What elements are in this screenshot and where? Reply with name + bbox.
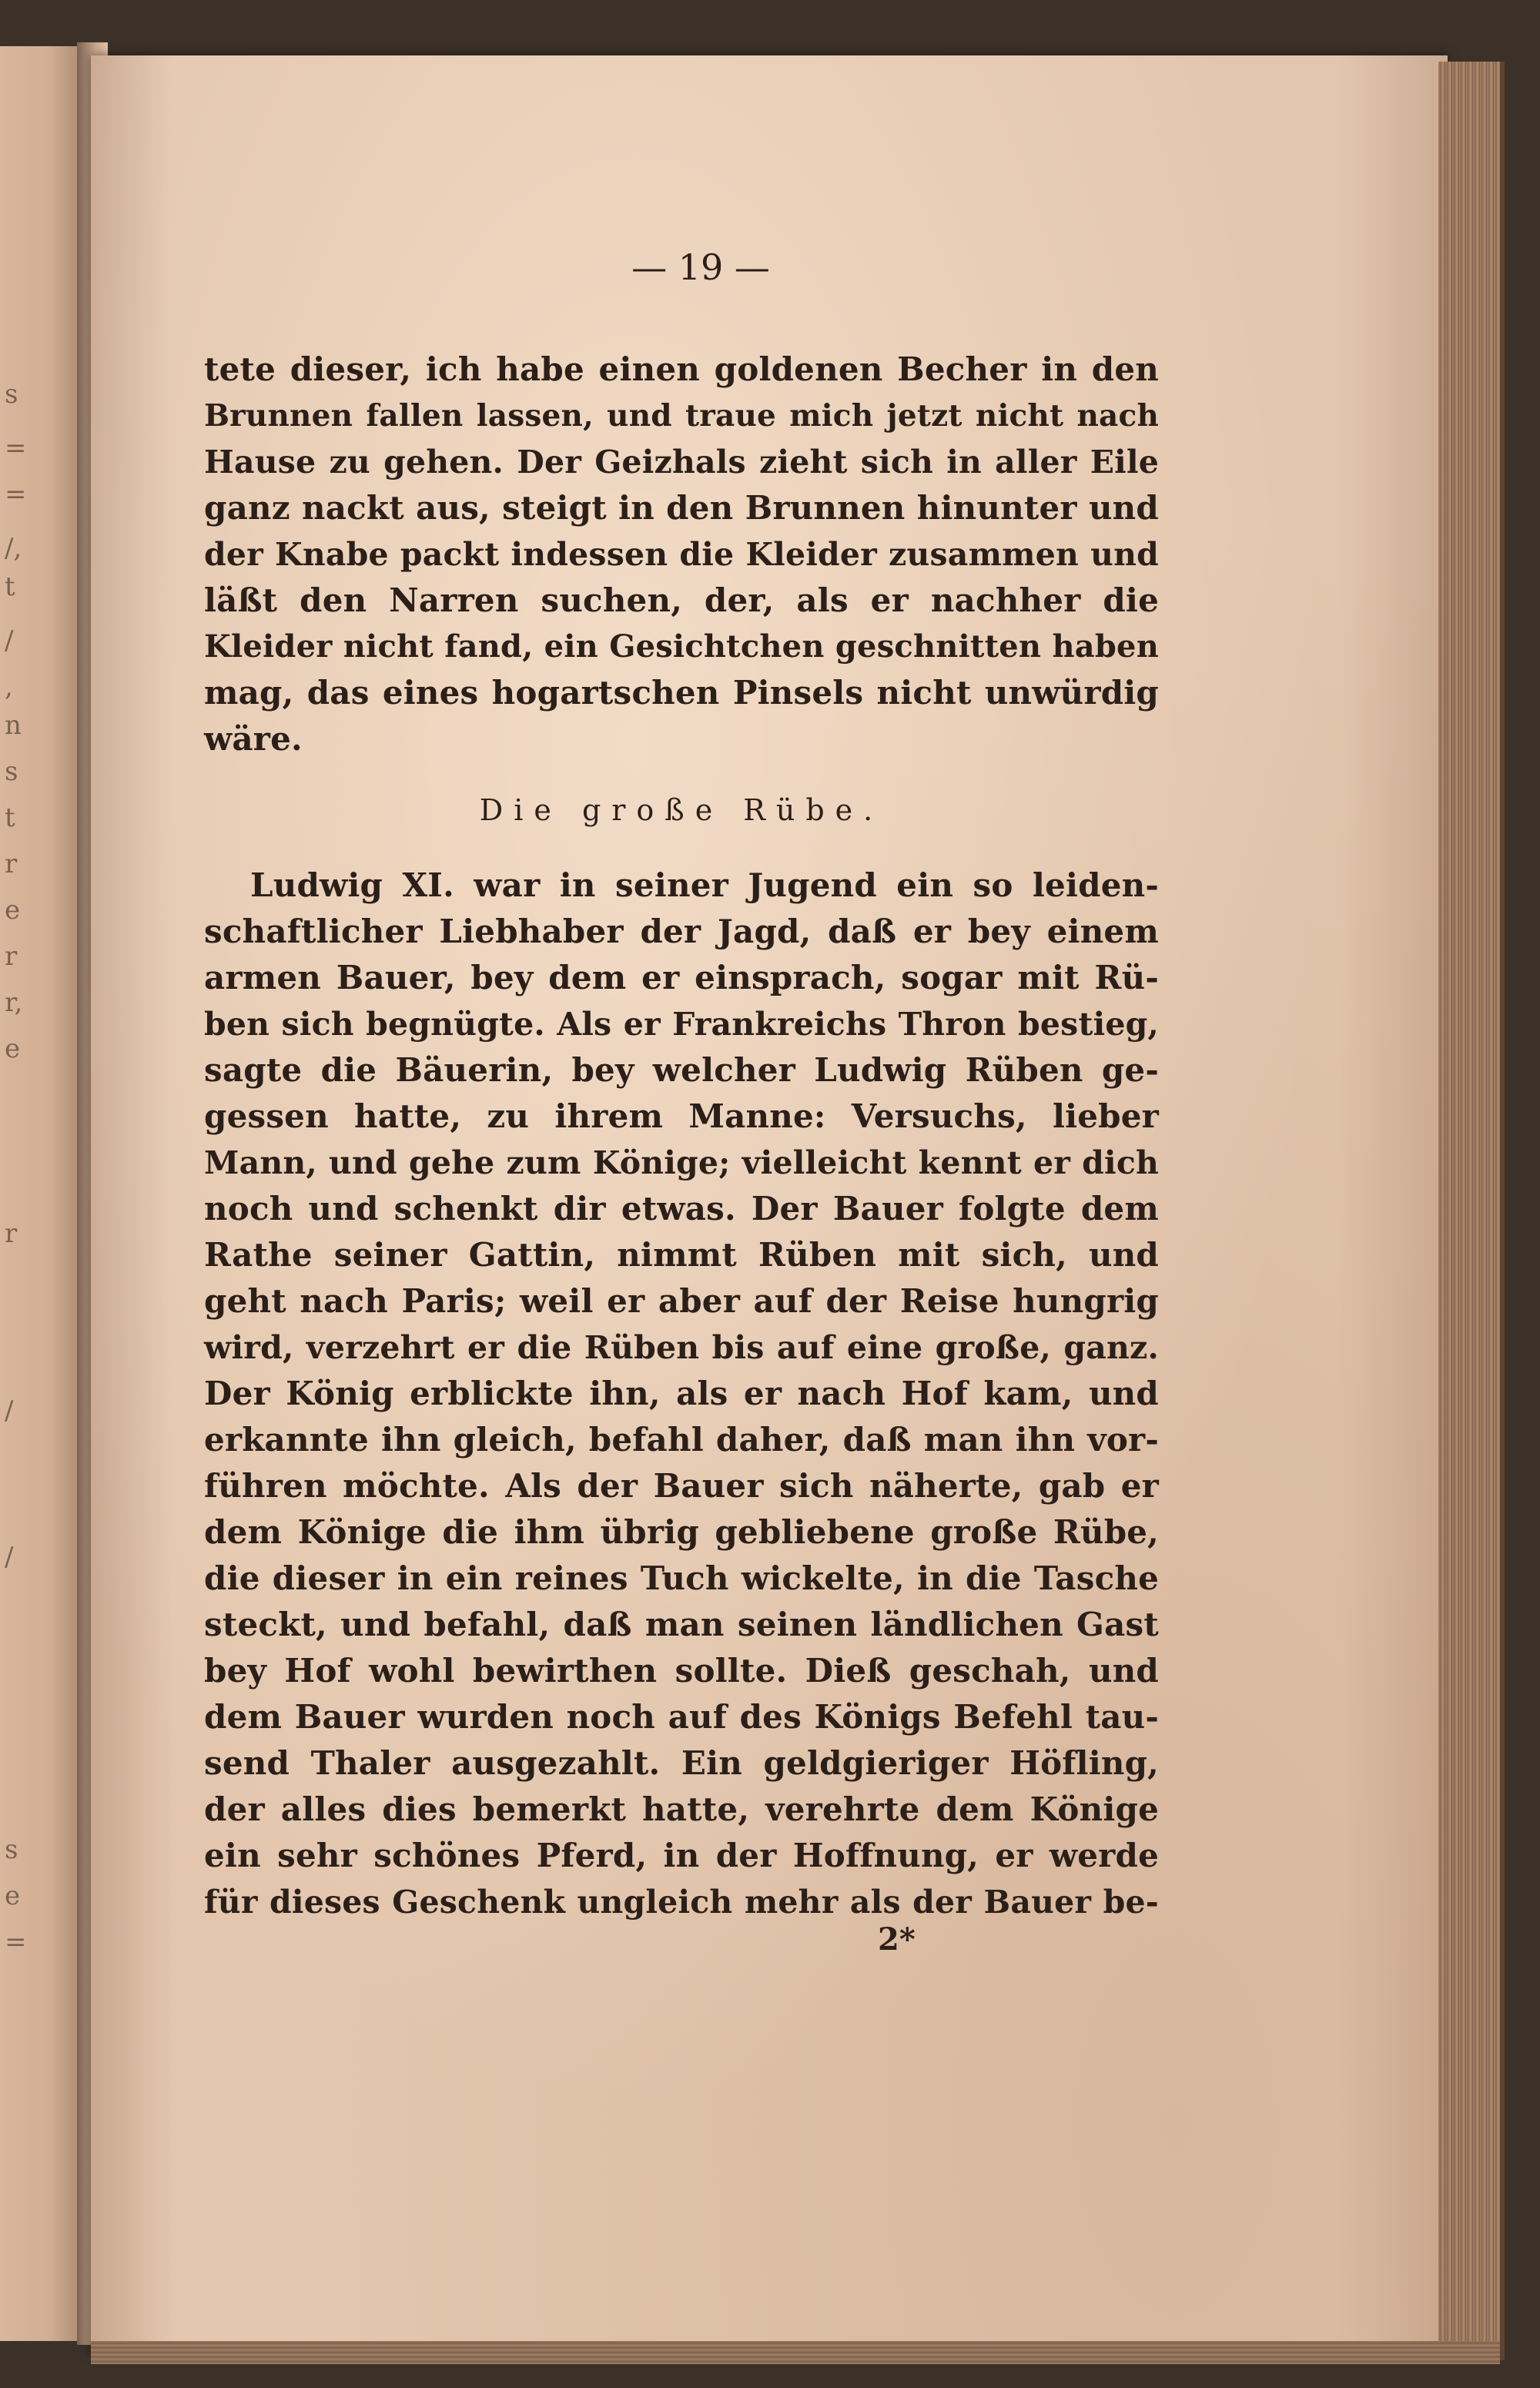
- fragment: n: [5, 710, 22, 741]
- text-line: läßt den Narren suchen, der, als er nachher die: [204, 581, 1159, 619]
- fragment: r,: [5, 987, 23, 1018]
- fragment: e: [5, 1881, 21, 1911]
- fragment: s: [5, 756, 18, 787]
- text-line: die dieser in ein reines Tuch wickelte, in die Tasche: [204, 1559, 1159, 1597]
- text-line: der alles dies bemerkt hatte, verehrte dem Könige: [204, 1790, 1159, 1828]
- text-line: tete dieser, ich habe einen goldenen Becher in den: [204, 350, 1159, 388]
- fragment: t: [5, 571, 15, 602]
- text-line: gessen hatte, zu ihrem Manne: Versuchs, lieber: [204, 1097, 1159, 1135]
- fragment: r: [5, 941, 18, 972]
- text-line: Mann, und gehe zum Könige; vielleicht kennt er dich: [204, 1144, 1159, 1181]
- text-line: dem Bauer wurden noch auf des Königs Befehl tau-: [204, 1698, 1159, 1736]
- text-line: steckt, und befahl, daß man seinen ländlichen Gast: [204, 1606, 1159, 1643]
- text-line: Der König erblickte ihn, als er nach Hof kam, und: [204, 1375, 1159, 1412]
- fragment: /: [5, 1395, 14, 1426]
- fragment: /: [5, 1542, 14, 1572]
- text-line: wird, verzehrt er die Rüben bis auf eine große, ganz.: [204, 1329, 1159, 1366]
- text-line: schaftlicher Liebhaber der Jagd, daß er bey einem: [204, 913, 1159, 950]
- text-line: ganz nackt aus, steigt in den Brunnen hinunter und: [204, 489, 1159, 527]
- text-line: wäre.: [204, 720, 303, 758]
- text-line: der Knabe packt indessen die Kleider zusammen und: [204, 536, 1159, 573]
- fragment: s: [5, 1834, 18, 1865]
- text-line: armen Bauer, bey dem er einsprach, sogar mit Rü-: [204, 959, 1159, 996]
- fragment: s: [5, 379, 18, 410]
- text-line: für dieses Geschenk ungleich mehr als der Bauer be-: [204, 1884, 1159, 1921]
- text-line: Hause zu gehen. Der Geizhals zieht sich in aller Eile: [204, 444, 1159, 481]
- fragment: =: [5, 433, 27, 464]
- text-line: noch und schenkt dir etwas. Der Bauer folgte dem: [204, 1190, 1159, 1227]
- text-line: Ludwig XI. war in seiner Jugend ein so leiden-: [250, 866, 1159, 904]
- fragment: r: [5, 1218, 18, 1249]
- text-line: ein sehr schönes Pferd, in der Hoffnung, er werde: [204, 1837, 1159, 1874]
- text-line: bey Hof wohl bewirthen sollte. Dieß geschah, und: [204, 1652, 1159, 1690]
- signature-mark: 2*: [878, 1921, 916, 1958]
- fragment: ,: [5, 672, 13, 702]
- text-line: dem Könige die ihm übrig gebliebene große Rübe,: [204, 1513, 1159, 1551]
- text-line: führen möchte. Als der Bauer sich näherte, gab er: [204, 1467, 1159, 1505]
- text-line: Kleider nicht fand, ein Gesichtchen geschnitten haben: [204, 628, 1159, 665]
- text-line: erkannte ihn gleich, befahl daher, daß man ihn vor-: [204, 1421, 1159, 1459]
- fragment: t: [5, 802, 15, 833]
- fragment: =: [5, 1927, 27, 1958]
- text-line: ben sich begnügte. Als er Frankreichs Thron bestieg,: [204, 1006, 1159, 1043]
- fragment: /: [5, 625, 14, 656]
- text-line: send Thaler ausgezahlt. Ein geldgieriger Höfling,: [204, 1744, 1159, 1782]
- fragment: r: [5, 849, 18, 879]
- text-line: geht nach Paris; weil er aber auf der Reise hungrig: [204, 1282, 1159, 1320]
- page-stack-edge: [1438, 62, 1505, 2360]
- text-line: Brunnen fallen lassen, und traue mich jetzt nicht nach: [204, 398, 1159, 434]
- fragment: e: [5, 895, 21, 926]
- page-number: — 19 —: [631, 246, 770, 288]
- fragment: e: [5, 1033, 21, 1064]
- page-stack-bottom: [91, 2341, 1500, 2364]
- fragment: =: [5, 479, 27, 510]
- previous-page-edge: [0, 46, 83, 2341]
- text-line: sagte die Bäuerin, bey welcher Ludwig Rüben ge-: [204, 1051, 1159, 1089]
- section-heading: Die große Rübe.: [479, 793, 884, 827]
- fragment: /,: [5, 533, 22, 564]
- text-line: Rathe seiner Gattin, nimmt Rüben mit sich, und: [204, 1236, 1159, 1274]
- text-line: mag, das eines hogartschen Pinsels nicht unwürdig: [204, 674, 1159, 712]
